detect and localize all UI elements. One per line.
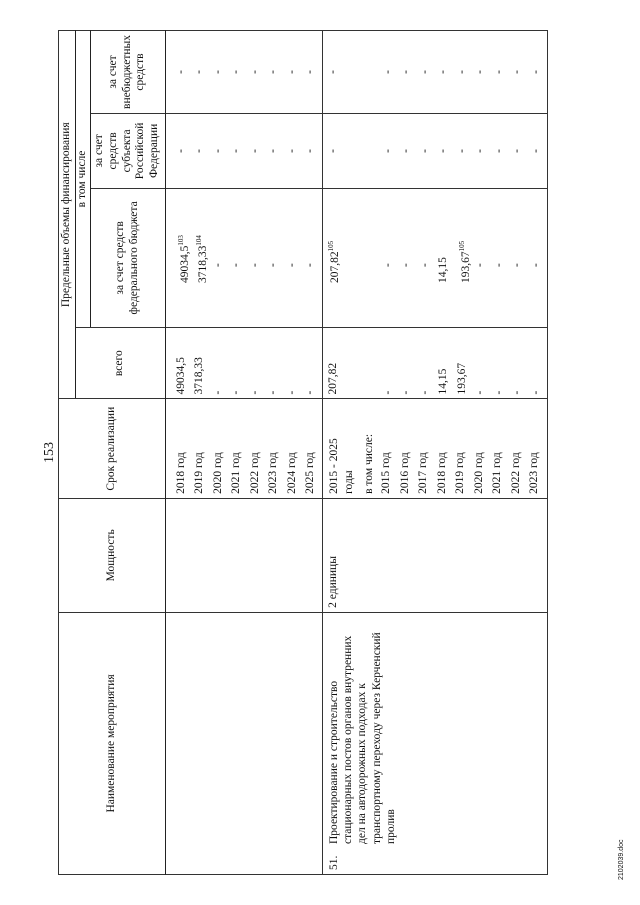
federal-value: - [211, 263, 224, 267]
year-label: 2019 год [193, 452, 206, 494]
extra-value: - [400, 70, 413, 74]
total-value: - [248, 390, 261, 395]
federal-value: 14,15 [437, 257, 450, 283]
subject-value: - [211, 148, 224, 153]
table-row-item-51 [322, 31, 548, 875]
federal-value: - [381, 263, 394, 267]
year-label: 2020 год [211, 452, 224, 494]
federal-value: 193,67$^{105}$ [457, 240, 472, 283]
year-label: 2019 год [454, 452, 467, 494]
year-label: 2023 год [528, 452, 541, 494]
item-period: 2015 - 2025 годы [327, 438, 355, 494]
header-federal: за счет средств федерального бюджета [90, 188, 165, 327]
federal-value: 3718,33$^{104}$ [195, 235, 209, 283]
subject-value: - [230, 148, 243, 153]
year-label: 2018 год [174, 452, 187, 494]
federal-value: - [474, 263, 487, 267]
item-name: Проектирование и строительство стационарных постов органов внутренних дел на автодорожных подходах к транспортному переходу через Керченский пролив [327, 632, 398, 844]
federal-value: 49034,5$^{103}$ [176, 235, 191, 283]
item-capacity: 2 единицы [322, 498, 548, 612]
extra-value: - [492, 70, 505, 74]
year-label: 2020 год [472, 452, 485, 494]
year-label: 2015 год [380, 452, 393, 494]
rotated-table-wrapper [58, 30, 598, 875]
extra-value: - [174, 70, 187, 74]
subject-value: - [418, 148, 431, 153]
year-label: 2021 год [230, 452, 243, 494]
extra-value: - [230, 70, 243, 74]
federal-value: - [304, 263, 317, 267]
year-label: 2017 год [417, 452, 430, 494]
federal-value: - [529, 263, 542, 267]
year-label: 2025 год [304, 452, 317, 494]
extra-value: - [267, 70, 280, 74]
header-limits: Предельные объемы финансирования [59, 31, 76, 399]
year-label: 2023 год [267, 452, 280, 494]
total-value: - [400, 390, 413, 395]
total-value: - [211, 390, 224, 395]
year-label: 2022 год [509, 452, 522, 494]
subject-value: - [455, 148, 468, 153]
federal-value: - [511, 263, 524, 267]
extra-value: - [455, 70, 468, 74]
year-label: 2016 год [398, 452, 411, 494]
extra-value: - [193, 70, 206, 74]
header-including: в том числе [75, 31, 90, 328]
total-value: 193,67 [455, 362, 468, 395]
total-value: - [418, 390, 431, 395]
year-label: 2021 год [491, 452, 504, 494]
total-value: - [267, 390, 280, 395]
subject-value: - [529, 148, 542, 153]
footer-file-name: 2102039.doc [618, 839, 625, 880]
subject-value: - [267, 148, 280, 153]
total-value: - [529, 390, 542, 395]
total-value: - [230, 390, 243, 395]
item-number: 51. [327, 855, 340, 870]
header-capacity: Мощность [59, 498, 166, 612]
header-total: всего [75, 327, 165, 399]
subject-value: - [174, 148, 187, 153]
header-period: Срок реализации [59, 399, 166, 498]
subject-value: - [437, 148, 450, 153]
year-label: 2024 год [285, 452, 298, 494]
total-value: - [474, 390, 487, 395]
subject-value: - [511, 148, 524, 153]
subject-value: - [474, 148, 487, 153]
federal-value: - [248, 263, 261, 267]
federal-value: - [285, 263, 298, 267]
year-label: 2018 год [435, 452, 448, 494]
extra-value: - [304, 70, 317, 74]
subject-value: - [304, 148, 317, 153]
total-value: 49034,5 [174, 357, 187, 395]
item-total: 207,82 [326, 362, 339, 395]
extra-value: - [248, 70, 261, 74]
header-extra: за счет внебюджетных средств [90, 31, 165, 114]
extra-value: - [381, 70, 394, 74]
total-value: - [381, 390, 394, 395]
extra-value: - [418, 70, 431, 74]
subject-value: - [285, 148, 298, 153]
subject-value: - [193, 148, 206, 153]
year-label: 2022 год [248, 452, 261, 494]
table-row-continuation [165, 31, 322, 875]
total-value: - [511, 390, 524, 395]
total-value: 3718,33 [193, 357, 206, 395]
extra-value: - [211, 70, 224, 74]
federal-value: - [492, 263, 505, 267]
total-value: - [304, 390, 317, 395]
extra-value: - [511, 70, 524, 74]
including-label: в том числе: [363, 433, 376, 494]
item-extra: - [326, 70, 339, 74]
extra-value: - [529, 70, 542, 74]
federal-value: - [400, 263, 413, 267]
total-value: - [285, 390, 298, 395]
header-subject: за счет средств субъекта Российской Федерации [90, 113, 165, 188]
page-number: 153 [42, 442, 57, 463]
subject-value: - [400, 148, 413, 153]
subject-value: - [248, 148, 261, 153]
item-subject: - [326, 148, 339, 153]
total-value: - [492, 390, 505, 395]
federal-value: - [230, 263, 243, 267]
financing-table [58, 30, 548, 875]
subject-value: - [381, 148, 394, 153]
total-value: 14,15 [437, 368, 450, 395]
extra-value: - [474, 70, 487, 74]
item-federal: 207,82$^{105}$ [326, 240, 341, 283]
header-name: Наименование мероприятия [59, 612, 166, 874]
extra-value: - [285, 70, 298, 74]
federal-value: - [418, 263, 431, 267]
extra-value: - [437, 70, 450, 74]
subject-value: - [492, 148, 505, 153]
federal-value: - [267, 263, 280, 267]
